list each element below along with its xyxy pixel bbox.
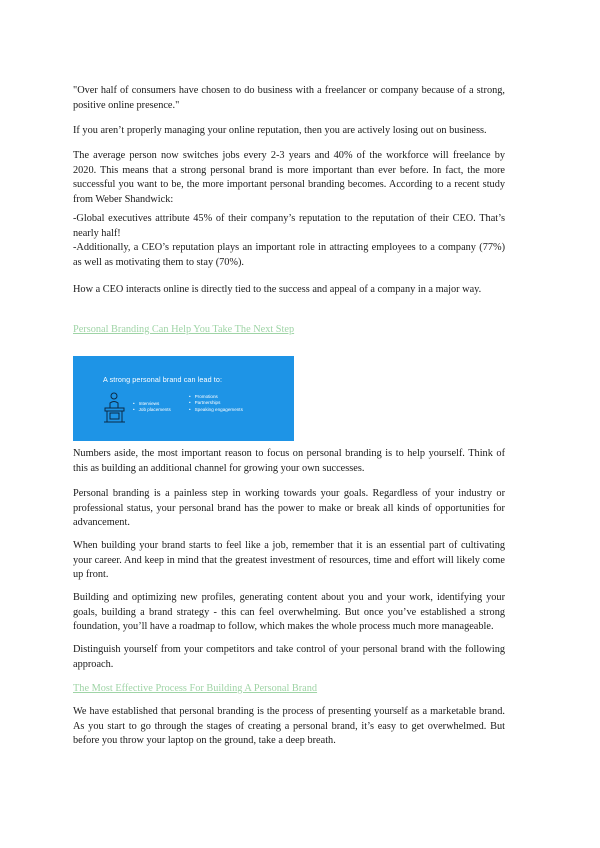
distinguish-paragraph: Distinguish yourself from your competitors and take control of your personal brand with the following approach. bbox=[73, 644, 505, 670]
personal-brand-banner bbox=[73, 356, 294, 441]
building-brand-paragraph: When building your brand starts to feel like a job, remember that it is an essential part of cultivating your career. And keep in mind that the greatest investment of resources, time and effort will likely come up front. bbox=[73, 540, 505, 581]
banner-list-item: • Interviews bbox=[133, 401, 171, 407]
painless-step-paragraph: Personal branding is a painless step in working towards your goals. Regardless of your industry or professional status, your personal brand has the power to make or break all kinds of opportunities for advancement. bbox=[73, 488, 505, 529]
numbers-aside-paragraph: Numbers aside, the most important reason to focus on personal branding is to help yourself. Think of this as building an additional channel for growing your own successes. bbox=[73, 448, 505, 474]
optimizing-profiles-paragraph: Building and optimizing new profiles, generating content about you and your work, identifying your goals, building a brand strategy - this can feel overwhelming. But once you’ve established a strong foundation, you’ll have a roadmap to follow, which makes the whole process much more manageable. bbox=[73, 592, 505, 633]
banner-list-item: • Partnerships bbox=[189, 400, 243, 406]
banner-list-item: • Promotions bbox=[189, 394, 243, 400]
established-paragraph: We have established that personal branding is the process of presenting yourself as a marketable brand. As you start to go through the stages of creating a personal brand, it’s easy to get overwhelmed. But before you throw your laptop on the ground, take a deep breath. bbox=[73, 706, 505, 747]
statistics-paragraph: The average person now switches jobs every 2-3 years and 40% of the workforce will freelance by 2020. This means that a strong personal brand is more important than ever before. In fact, the more successful you want to be, the more important personal branding becomes. According to a recent study from Weber Shandwick: bbox=[73, 150, 505, 205]
executives-paragraph: -Global executives attribute 45% of their company’s reputation to the reputation of their CEO. That’s nearly half! bbox=[73, 213, 505, 239]
ceo-online-paragraph: How a CEO interacts online is directly tied to the success and appeal of a company in a major way. bbox=[73, 284, 482, 295]
personal-branding-next-step-link[interactable]: Personal Branding Can Help You Take The Next Step bbox=[73, 324, 295, 335]
ceo-reputation-paragraph: -Additionally, a CEO’s reputation plays an important role in attracting employees to a company (77%) as well as motivating them to stay (70%). bbox=[73, 242, 505, 268]
banner-list-secondary bbox=[189, 394, 243, 413]
banner-list-primary bbox=[133, 401, 171, 414]
podium-speaker-icon bbox=[101, 391, 131, 425]
banner-list-item: • Job placements bbox=[133, 407, 171, 413]
quote-paragraph: "Over half of consumers have chosen to do business with a freelancer or company because of a strong, positive online presence." bbox=[73, 85, 505, 111]
banner-list-item: • Speaking engagements bbox=[189, 407, 243, 413]
banner-title: A strong personal brand can lead to: bbox=[103, 375, 223, 384]
effective-process-link[interactable]: The Most Effective Process For Building A Personal Brand bbox=[73, 683, 318, 694]
reputation-paragraph: If you aren’t properly managing your online reputation, then you are actively losing out on business. bbox=[73, 125, 487, 136]
